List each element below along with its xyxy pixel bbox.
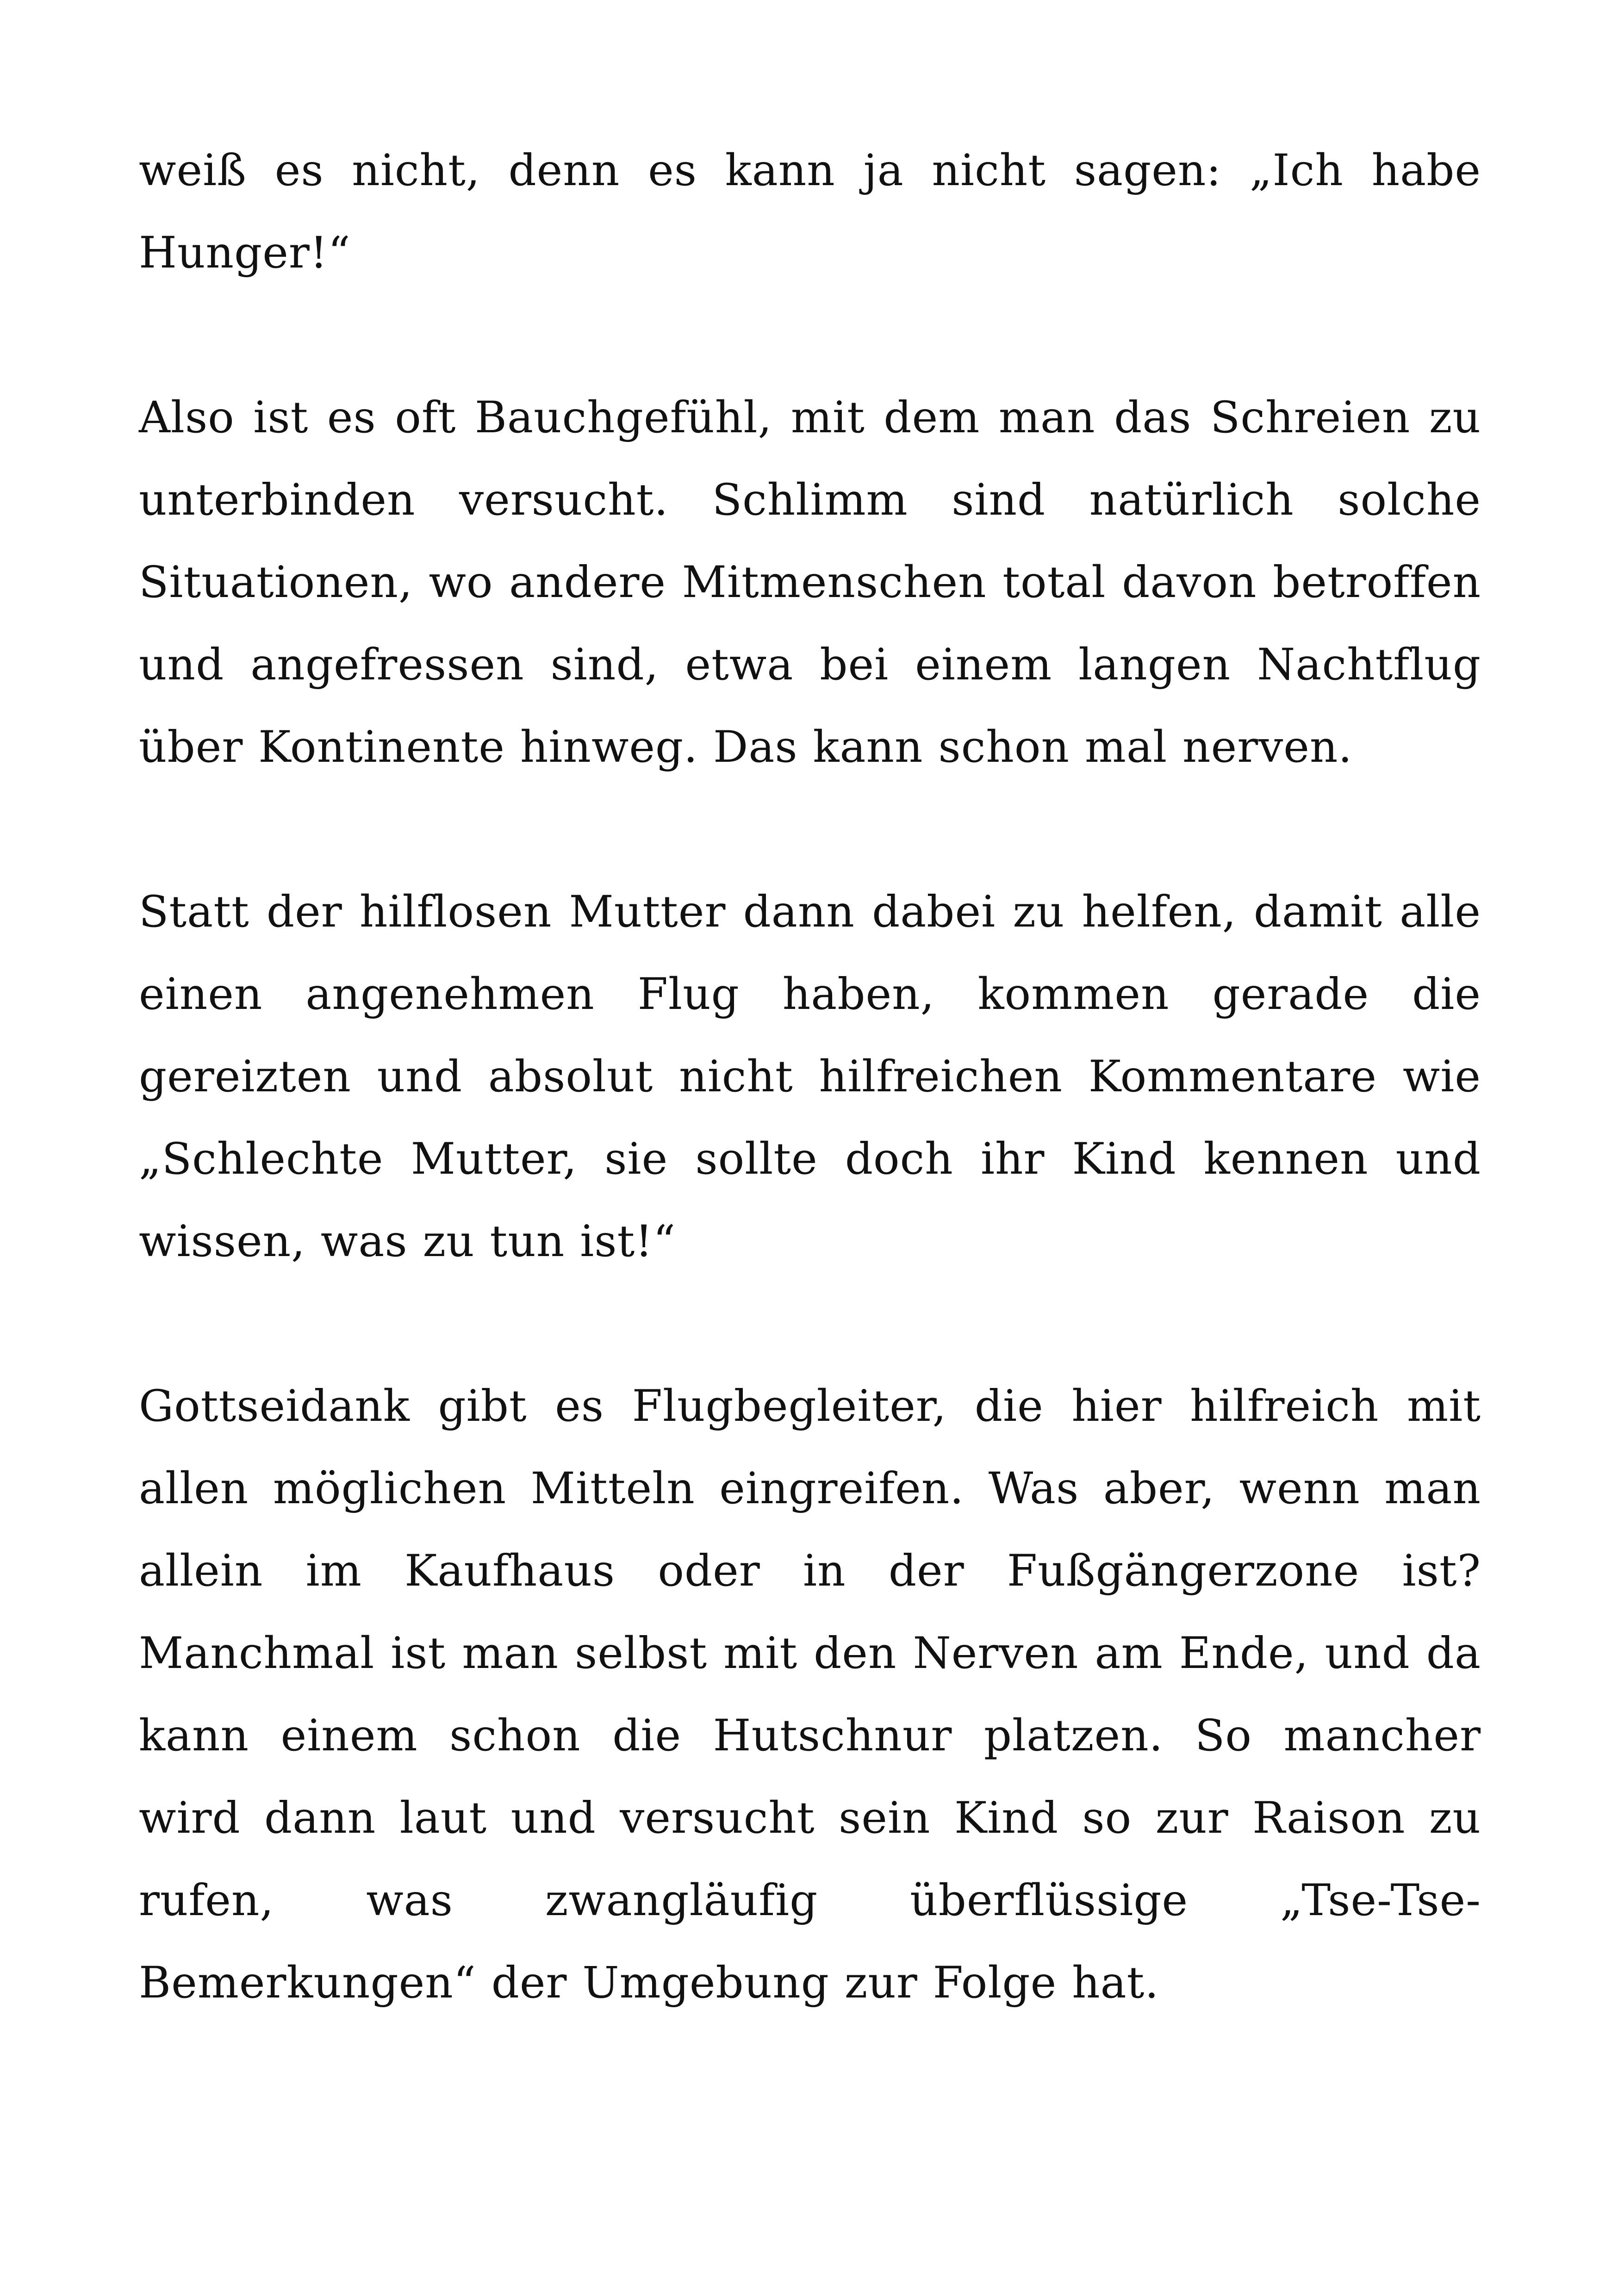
paragraph-3: Statt der hilflosen Mutter dann dabei zu helfen, damit alle einen angenehmen Flug haben, kommen gerade die gereizten und absolut nicht hilfreichen Kommentare wie „Schlechte Mutter, sie sollte doch ihr Kind kennen und wissen, was zu tun ist!“ (139, 887, 1481, 1267)
paragraph-4: Gottseidank gibt es Flugbegleiter, die hier hilfreich mit allen möglichen Mitteln eingreifen. Was aber, wenn man allein im Kaufhaus oder in der Fußgängerzone ist? Manchmal ist man selbst mit den Nerven am Ende, und da kann einem schon die Hutschnur platzen. So mancher wird dann laut und versucht sein Kind so zur Raison zu rufen, was zwangläufig überflüssige „Tse-Tse-Bemerkungen“ der Umgebung zur Folge hat. (139, 1381, 1481, 2008)
paragraph-2: Also ist es oft Bauchgefühl, mit dem man das Schreien zu unterbinden versucht. Schlimm sind natürlich solche Situationen, wo andere Mitmenschen total davon betroffen und angefressen sind, etwa bei einem langen Nachtflug über Kontinente hinweg. Das kann schon mal nerven. (139, 392, 1481, 772)
paragraph-1: weiß es nicht, denn es kann ja nicht sagen: „Ich habe Hunger!“ (139, 145, 1481, 278)
body-text (139, 130, 1481, 2024)
